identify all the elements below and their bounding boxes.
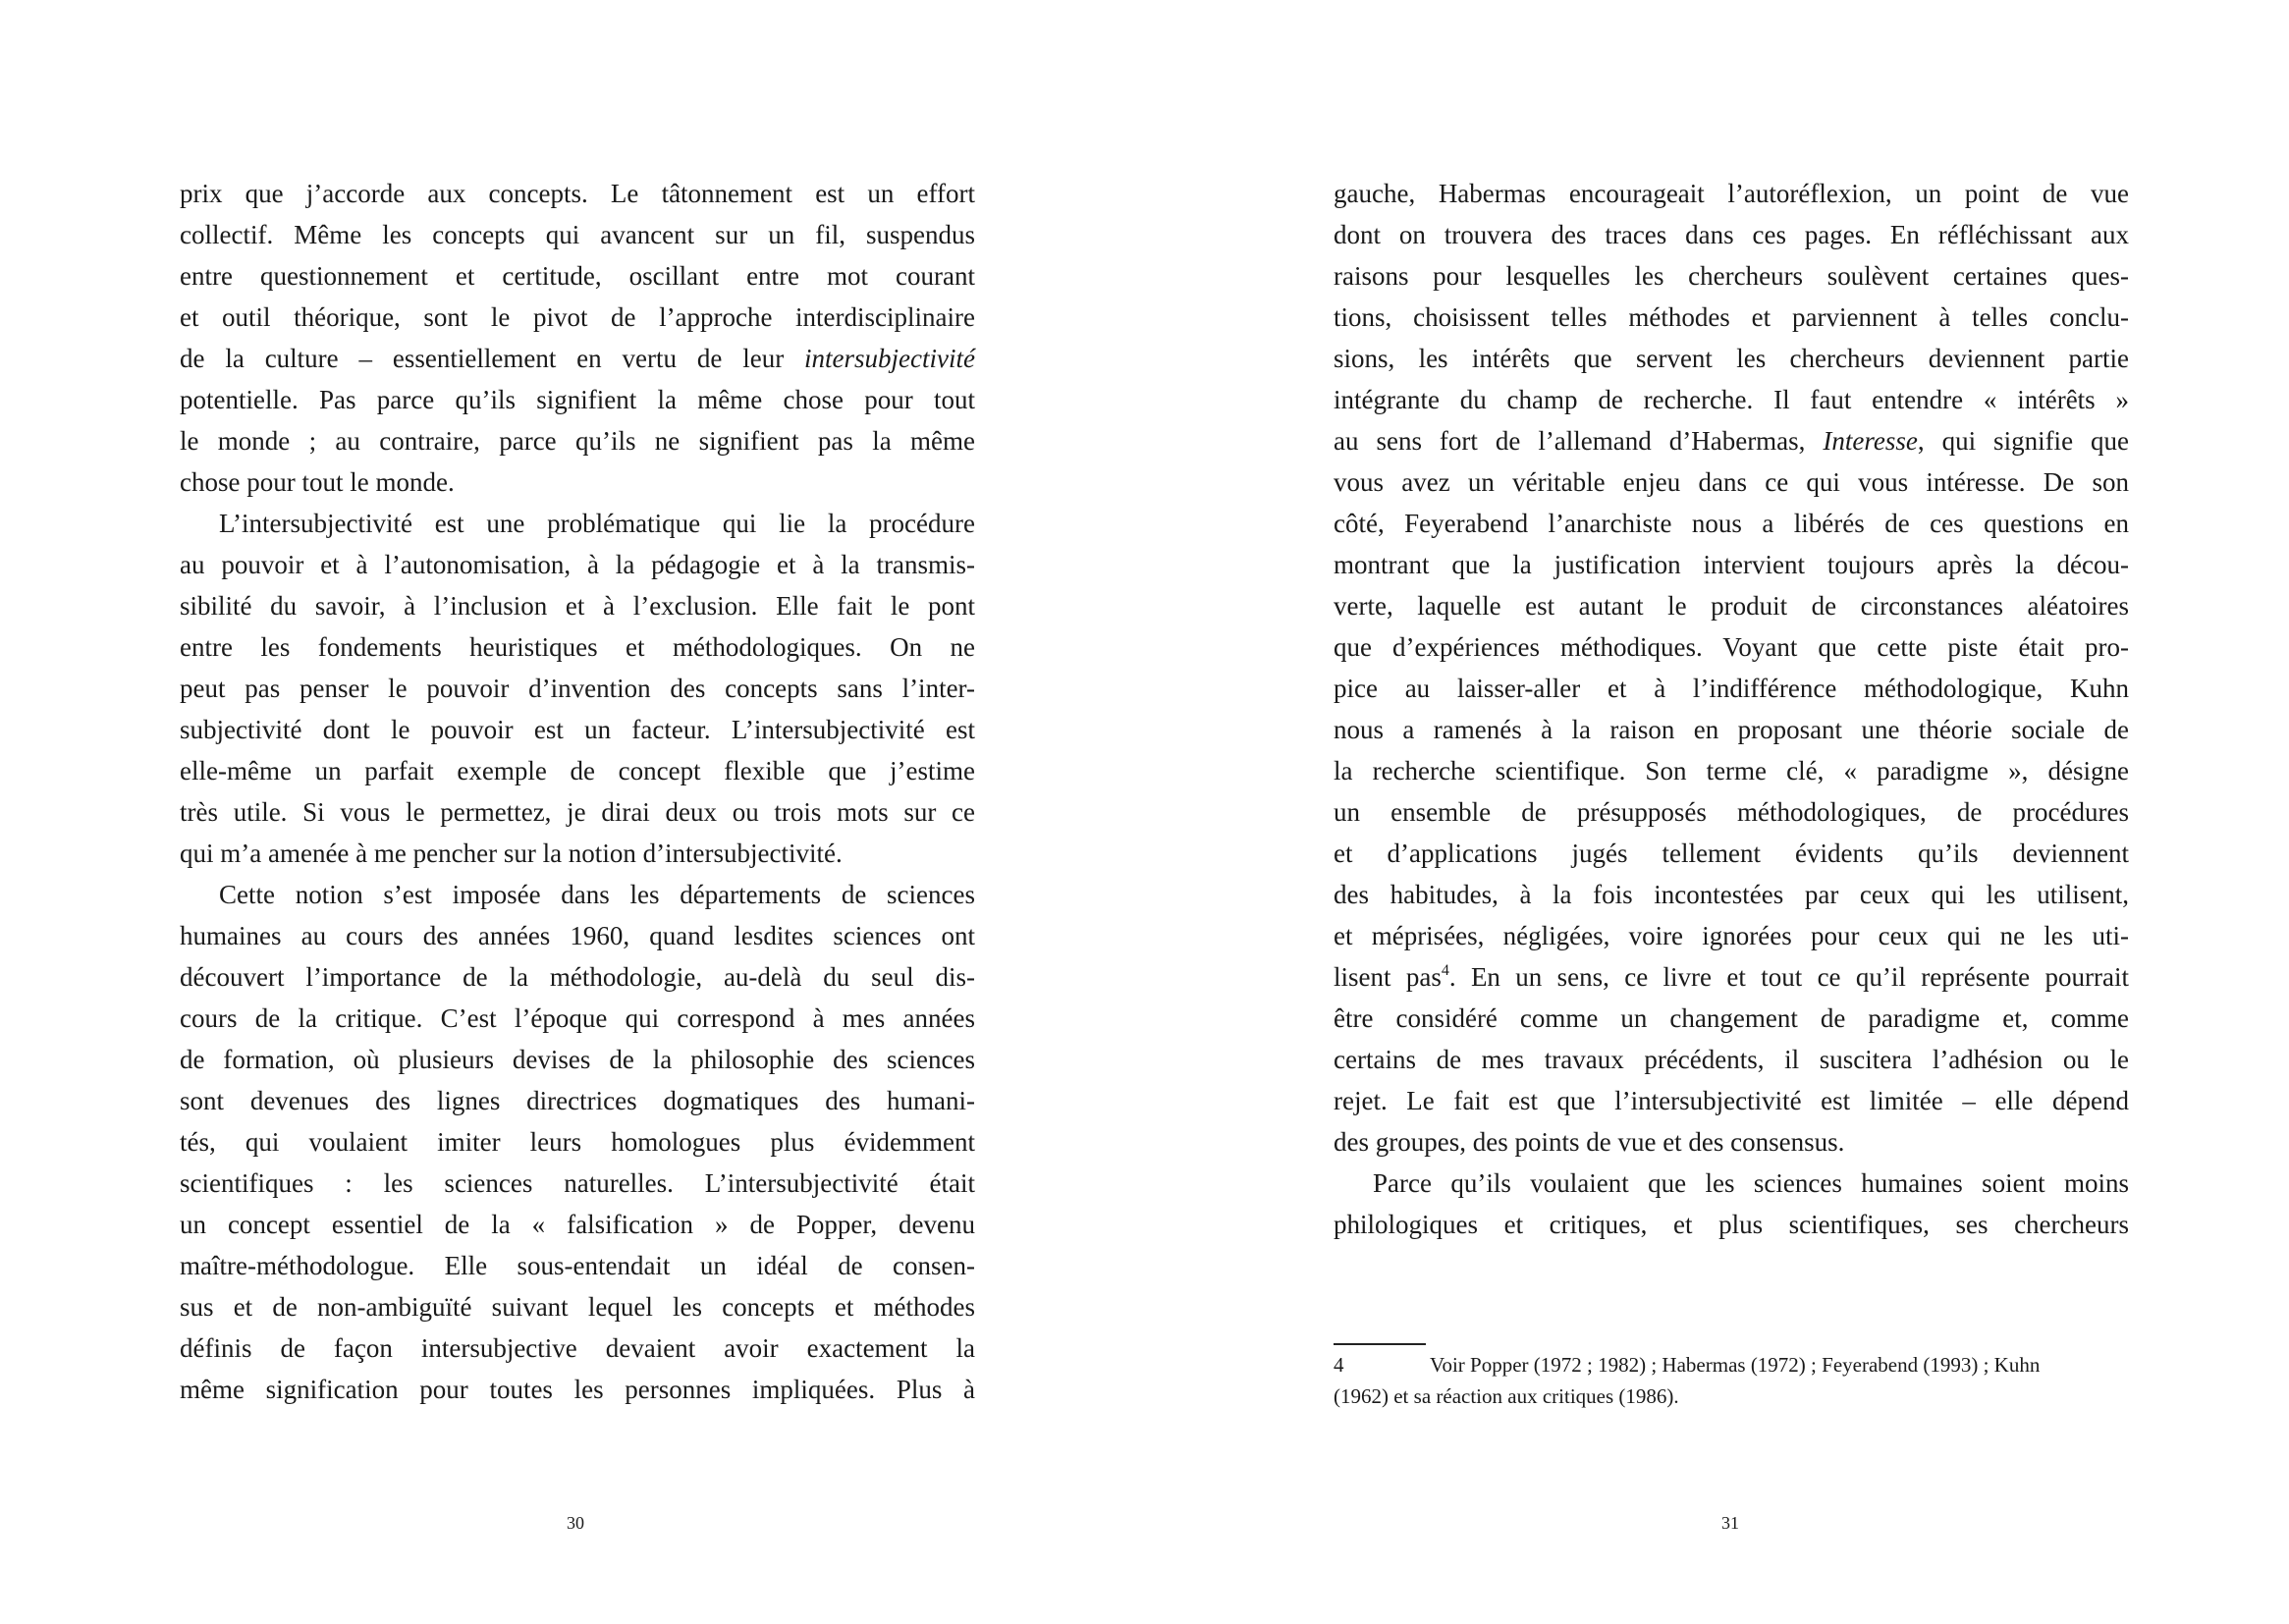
left-page-body <box>180 173 975 1410</box>
text-segment: être considéré comme un changement de paradigme et, comme <box>1334 1003 2129 1033</box>
text-line <box>180 791 975 833</box>
text-segment: entre questionnement et certitude, oscillant entre mot courant <box>180 261 975 291</box>
text-line <box>1334 1204 2129 1245</box>
text-line <box>1334 1163 2129 1204</box>
text-segment: tions, choisissent telles méthodes et parviennent à telles conclu- <box>1334 302 2129 332</box>
text-line <box>180 709 975 750</box>
text-segment: un ensemble de présupposés méthodologiques, de procédures <box>1334 797 2129 827</box>
text-segment: vous avez un véritable enjeu dans ce qui vous intéresse. De son <box>1334 467 2129 497</box>
text-line <box>180 461 975 503</box>
text-segment: certains de mes travaux précédents, il suscitera l’adhésion ou le <box>1334 1045 2129 1074</box>
text-segment: côté, Feyerabend l’anarchiste nous a libérés de ces questions en <box>1334 509 2129 538</box>
text-line <box>180 420 975 461</box>
text-segment: au pouvoir et à l’autonomisation, à la pédagogie et à la transmis- <box>180 550 975 579</box>
text-line <box>1334 461 2129 503</box>
text-segment: scientifiques : les sciences naturelles. L’intersubjectivité était <box>180 1168 975 1198</box>
text-line <box>1334 585 2129 626</box>
text-line <box>180 503 975 544</box>
text-line <box>1334 791 2129 833</box>
text-line <box>180 1204 975 1245</box>
text-line <box>180 585 975 626</box>
text-segment: raisons pour lesquelles les chercheurs soulèvent certaines ques- <box>1334 261 2129 291</box>
right-page-body <box>1334 173 2129 1245</box>
text-line <box>180 1286 975 1327</box>
text-segment: maître-méthodologue. Elle sous-entendait un idéal de consen- <box>180 1251 975 1280</box>
text-segment: Cette notion s’est imposée dans les départements de sciences <box>219 880 975 909</box>
italic-text: Interesse <box>1823 426 1918 456</box>
text-line <box>180 544 975 585</box>
text-line <box>180 1369 975 1410</box>
text-line <box>1334 544 2129 585</box>
text-segment: dont on trouvera des traces dans ces pages. En réfléchissant aux <box>1334 220 2129 249</box>
text-line <box>180 1163 975 1204</box>
text-line <box>1334 956 2129 998</box>
text-segment: des groupes, des points de vue et des consensus. <box>1334 1127 1845 1157</box>
text-segment: intégrante du champ de recherche. Il faut entendre « intérêts » <box>1334 385 2129 414</box>
text-segment: que d’expériences méthodiques. Voyant que cette piste était pro- <box>1334 632 2129 662</box>
text-segment: et méprisées, négligées, voire ignorées pour ceux qui ne les uti- <box>1334 921 2129 950</box>
footnote-line-1 <box>1334 1349 2129 1380</box>
footnote-number: 4 <box>1334 1353 1344 1377</box>
text-line <box>1334 1121 2129 1163</box>
text-segment: verte, laquelle est autant le produit de circonstances aléatoires <box>1334 591 2129 621</box>
text-segment: au sens fort de l’allemand d’Habermas, <box>1334 426 1824 456</box>
text-line <box>1334 874 2129 915</box>
page-number-right: 31 <box>1721 1513 1739 1533</box>
text-line <box>1334 297 2129 338</box>
text-segment: subjectivité dont le pouvoir est un facteur. L’intersubjectivité est <box>180 715 975 744</box>
text-segment: montrant que la justification intervient toujours après la décou- <box>1334 550 2129 579</box>
text-segment: gauche, Habermas encourageait l’autoréflexion, un point de vue <box>1334 179 2129 208</box>
text-segment: humaines au cours des années 1960, quand lesdites sciences ont <box>180 921 975 950</box>
text-segment: rejet. Le fait est que l’intersubjectivité est limitée – elle dépend <box>1334 1086 2129 1115</box>
text-line <box>1334 338 2129 379</box>
text-segment: définis de façon intersubjective devaient avoir exactement la <box>180 1333 975 1363</box>
text-segment: de formation, où plusieurs devises de la philosophie des sciences <box>180 1045 975 1074</box>
text-line <box>180 668 975 709</box>
text-line <box>180 833 975 874</box>
italic-text: intersubjectivité <box>804 344 975 373</box>
text-segment: et outil théorique, sont le pivot de l’approche interdisciplinaire <box>180 302 975 332</box>
text-segment: potentielle. Pas parce qu’ils signifient la même chose pour tout <box>180 385 975 414</box>
text-line <box>180 874 975 915</box>
text-line <box>180 1121 975 1163</box>
text-line <box>1334 915 2129 956</box>
footnote-text: Voir Popper (1972 ; 1982) ; Habermas (1972) ; Feyerabend (1993) ; Kuhn <box>1430 1353 2041 1377</box>
text-line <box>1334 626 2129 668</box>
text-segment: la recherche scientifique. Son terme clé, « paradigme », désigne <box>1334 756 2129 785</box>
text-segment: . En un sens, ce livre et tout ce qu’il représente pourrait <box>1448 962 2129 992</box>
text-segment: elle-même un parfait exemple de concept flexible que j’estime <box>180 756 975 785</box>
text-line <box>1334 503 2129 544</box>
text-line <box>1334 1080 2129 1121</box>
text-segment: sions, les intérêts que servent les chercheurs deviennent partie <box>1334 344 2129 373</box>
text-segment: chose pour tout le monde. <box>180 467 455 497</box>
text-line <box>180 750 975 791</box>
footnote-line-2: (1962) et sa réaction aux critiques (1986). <box>1334 1384 1679 1408</box>
text-segment: philologiques et critiques, et plus scientifiques, ses chercheurs <box>1334 1210 2129 1239</box>
text-segment: cours de la critique. C’est l’époque qui correspond à mes années <box>180 1003 975 1033</box>
text-segment: Parce qu’ils voulaient que les sciences humaines soient moins <box>1373 1168 2129 1198</box>
text-line <box>1334 379 2129 420</box>
text-segment: nous a ramenés à la raison en proposant une théorie sociale de <box>1334 715 2129 744</box>
text-line <box>180 1327 975 1369</box>
text-segment: découvert l’importance de la méthodologie, au-delà du seul dis- <box>180 962 975 992</box>
text-line <box>1334 709 2129 750</box>
text-line <box>1334 998 2129 1039</box>
text-line <box>180 1080 975 1121</box>
text-segment: , qui signifie que <box>1917 426 2129 456</box>
text-line <box>180 1245 975 1286</box>
footnote-reference: 4 <box>1441 962 1449 979</box>
text-line <box>1334 214 2129 255</box>
text-segment: qui m’a amenée à me pencher sur la notion d’intersubjectivité. <box>180 839 843 868</box>
text-segment: entre les fondements heuristiques et méthodologiques. On ne <box>180 632 975 662</box>
text-line <box>180 1039 975 1080</box>
text-segment: sibilité du savoir, à l’inclusion et à l’exclusion. Elle fait le pont <box>180 591 975 621</box>
text-line <box>180 255 975 297</box>
text-segment: sont devenues des lignes directrices dogmatiques des humani- <box>180 1086 975 1115</box>
text-segment: et d’applications jugés tellement évidents qu’ils deviennent <box>1334 839 2129 868</box>
text-line <box>180 915 975 956</box>
text-segment: pice au laisser-aller et à l’indifférence méthodologique, Kuhn <box>1334 674 2129 703</box>
text-segment: le monde ; au contraire, parce qu’ils ne signifient pas la même <box>180 426 975 456</box>
text-segment: sus et de non-ambiguïté suivant lequel les concepts et méthodes <box>180 1292 975 1322</box>
text-line <box>1334 173 2129 214</box>
text-line <box>1334 668 2129 709</box>
text-line <box>180 214 975 255</box>
text-segment: tés, qui voulaient imiter leurs homologues plus évidemment <box>180 1127 975 1157</box>
text-segment: L’intersubjectivité est une problématique qui lie la procédure <box>219 509 975 538</box>
text-line <box>180 998 975 1039</box>
text-segment: même signification pour toutes les personnes impliquées. Plus à <box>180 1375 975 1404</box>
text-line <box>180 379 975 420</box>
text-segment: de la culture – essentiellement en vertu de leur <box>180 344 805 373</box>
page-number-left: 30 <box>567 1513 584 1533</box>
text-segment: peut pas penser le pouvoir d’invention des concepts sans l’inter- <box>180 674 975 703</box>
text-line <box>1334 255 2129 297</box>
text-segment: lisent pas <box>1334 962 1442 992</box>
text-line <box>1334 750 2129 791</box>
text-segment: très utile. Si vous le permettez, je dirai deux ou trois mots sur ce <box>180 797 975 827</box>
text-line <box>180 297 975 338</box>
text-segment: des habitudes, à la fois incontestées par ceux qui les utilisent, <box>1334 880 2129 909</box>
footnote-rule <box>1334 1343 1426 1345</box>
text-line <box>180 626 975 668</box>
text-line <box>1334 420 2129 461</box>
text-segment: prix que j’accorde aux concepts. Le tâtonnement est un effort <box>180 179 975 208</box>
text-segment: un concept essentiel de la « falsification » de Popper, devenu <box>180 1210 975 1239</box>
text-line <box>1334 1039 2129 1080</box>
text-line <box>1334 833 2129 874</box>
text-line <box>180 338 975 379</box>
text-line <box>180 173 975 214</box>
text-line <box>180 956 975 998</box>
text-segment: collectif. Même les concepts qui avancent sur un fil, suspendus <box>180 220 975 249</box>
